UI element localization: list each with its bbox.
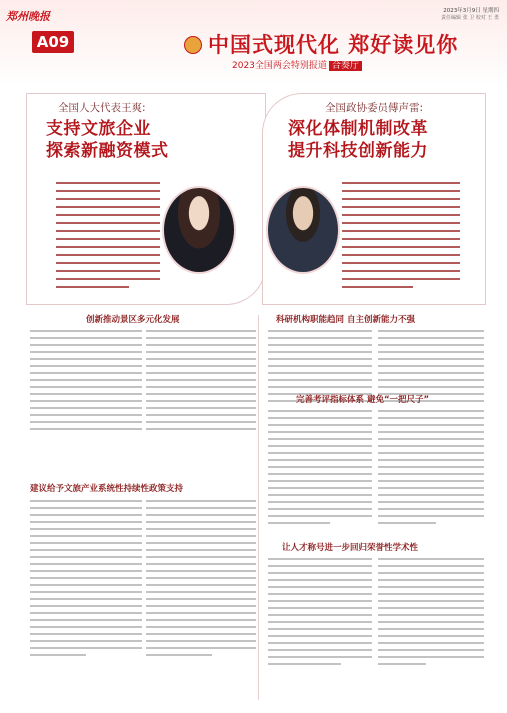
right-headline: [288, 118, 428, 162]
left-headline-line-1: 支持文旅企业: [46, 119, 151, 139]
party-emblem-icon: [184, 36, 202, 54]
left-body-col-2: [146, 330, 256, 435]
column-separator: [258, 315, 259, 700]
right-portrait-photo: [266, 186, 340, 274]
right-body-col-6: [378, 558, 484, 670]
left-headline: [46, 118, 169, 162]
right-body-col-3: [268, 410, 372, 529]
right-section-head-1: 科研机构职能趋同 自主创新能力不强: [276, 315, 415, 325]
left-headline-line-2: 探索新融资模式: [46, 141, 169, 161]
left-summary-lines: [56, 182, 160, 294]
right-headline-line-1: 深化体制机制改革: [288, 119, 428, 139]
right-body-col-4: [378, 410, 484, 529]
right-section-head-2: 完善考评指标体系 避免“一把尺子”: [296, 395, 430, 405]
right-section-head-3: 让人才称号进一步回归荣誉性学术性: [282, 543, 419, 553]
left-portrait-photo: [162, 186, 236, 274]
publication-date: 2023年3月9日 星期四: [443, 8, 499, 14]
left-body-col-1: [30, 330, 142, 435]
left-section-head-1: 创新推动景区多元化发展: [86, 315, 180, 325]
special-report-tag: 合奏厅: [329, 61, 362, 71]
left-body-col-4: [146, 500, 256, 661]
left-body-col-3: [30, 500, 142, 661]
slogan-banner: 中国式现代化 郑好读见你: [208, 32, 459, 57]
masthead: [0, 0, 507, 86]
right-body-col-5: [268, 558, 372, 670]
page-number: A09: [32, 31, 74, 53]
right-summary-lines: [342, 182, 460, 294]
paper-logo: 郑州晚报: [6, 10, 50, 23]
right-kicker: 全国政协委员傅声雷:: [325, 102, 424, 114]
left-section-head-2: 建议给予文旅产业系统性持续性政策支持: [30, 484, 184, 494]
left-kicker: 全国人大代表王爽:: [58, 102, 146, 114]
right-headline-line-2: 提升科技创新能力: [288, 141, 428, 161]
editors-line: 责任编辑 张 卫 校对 王 勇: [441, 15, 499, 21]
special-report-banner: [232, 58, 362, 71]
special-report-title: 2023全国两会特别报道: [232, 61, 327, 71]
